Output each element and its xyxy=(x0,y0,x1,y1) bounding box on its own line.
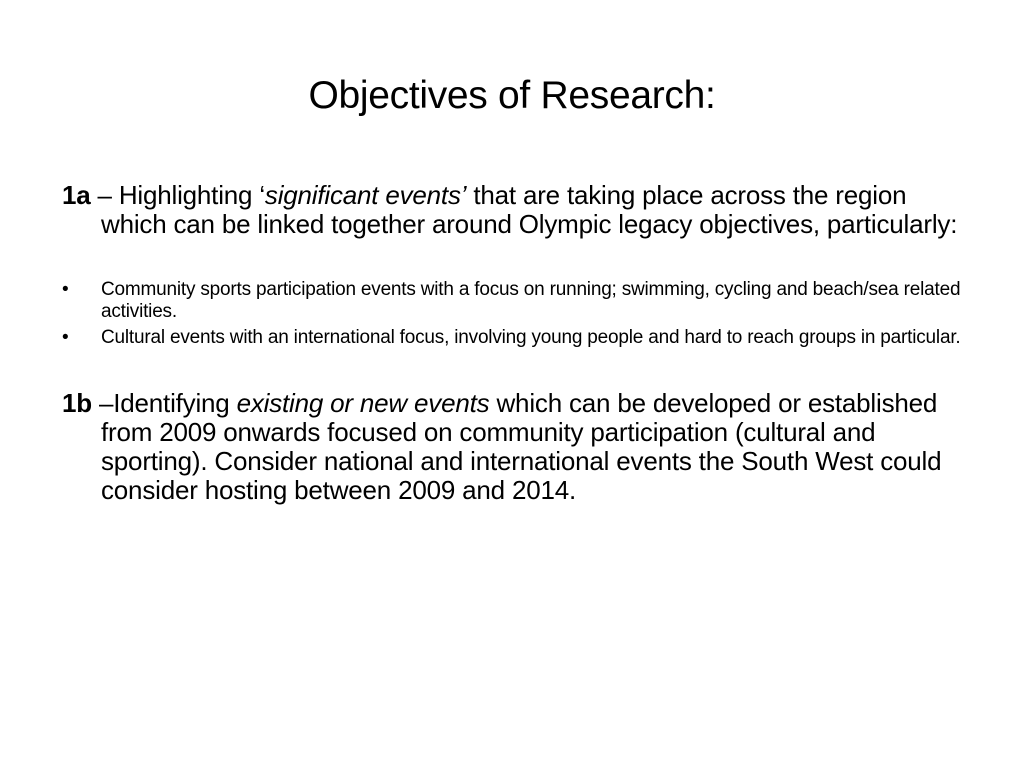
objective-1a-lead: – Highlighting ‘ xyxy=(90,180,265,210)
objective-1a-label: 1a xyxy=(62,180,91,210)
objective-1b xyxy=(62,389,972,505)
objective-1a xyxy=(62,181,972,239)
bullet-item xyxy=(62,327,972,349)
bullet-item xyxy=(62,279,972,323)
bullet-icon: • xyxy=(62,327,69,348)
objective-1a-bullet-list xyxy=(62,279,972,349)
slide-body xyxy=(62,181,972,505)
objective-1b-lead: –Identifying xyxy=(91,388,237,418)
slide-title: Objectives of Research: xyxy=(308,74,716,117)
bullet-text: Community sports participation events with a focus on running; swimming, cycling and beach/sea related activities. xyxy=(101,279,961,322)
bullet-icon: • xyxy=(62,279,69,300)
bullet-text: Cultural events with an international focus, involving young people and hard to reach groups in particular. xyxy=(101,327,961,348)
objective-1b-emphasis: existing or new events xyxy=(236,388,490,418)
objective-1a-rest: that are taking place across the region which can be linked together around Olympic legacy objectives, particularly: xyxy=(101,180,958,239)
objective-1a-emphasis: significant events’ xyxy=(264,180,467,210)
objective-1b-label: 1b xyxy=(62,388,92,418)
objective-1b-rest: which can be developed or established from 2009 onwards focused on community participation (cultural and sporting). Consider national and international events the South West could consider hosting between 2009 and 2014. xyxy=(101,388,942,505)
